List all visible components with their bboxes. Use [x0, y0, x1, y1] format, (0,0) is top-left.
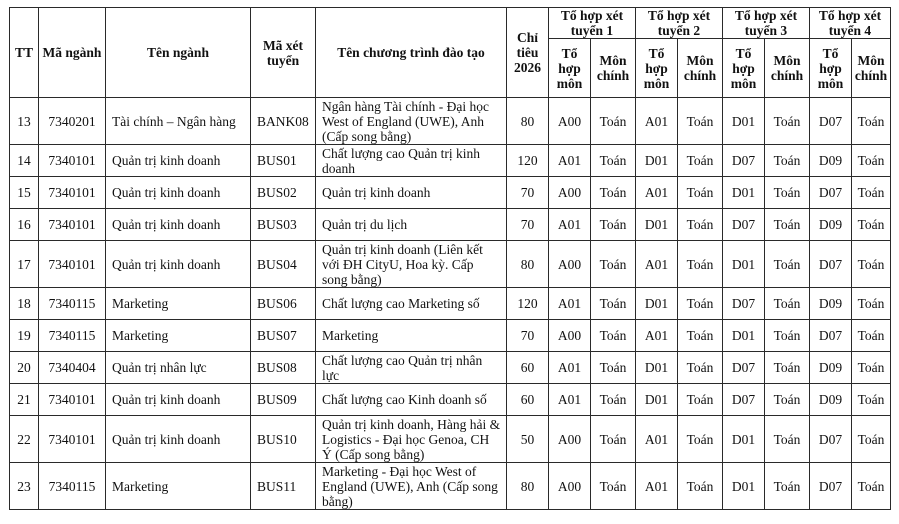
- row-chi-tieu: 60: [507, 384, 549, 416]
- row-mon-chinh-4: Toán: [852, 352, 891, 384]
- row-to-hop-4: D07: [810, 98, 852, 145]
- row-to-hop-2: A01: [636, 98, 678, 145]
- row-tt: 15: [10, 177, 39, 209]
- header-to-hop-mon: Tổ hợp môn: [636, 39, 678, 98]
- row-ten-nganh: Quản trị kinh doanh: [106, 209, 251, 241]
- row-to-hop-3: D01: [723, 177, 765, 209]
- row-mon-chinh-1: Toán: [591, 416, 636, 463]
- row-ma-xet-tuyen: BUS06: [251, 288, 316, 320]
- row-mon-chinh-3: Toán: [765, 177, 810, 209]
- row-mon-chinh-2: Toán: [678, 209, 723, 241]
- table-body: [10, 98, 891, 510]
- row-mon-chinh-1: Toán: [591, 352, 636, 384]
- row-to-hop-4: D07: [810, 320, 852, 352]
- row-to-hop-3: D07: [723, 384, 765, 416]
- table-row: [10, 288, 891, 320]
- row-mon-chinh-1: Toán: [591, 463, 636, 510]
- header-group-3: Tổ hợp xét tuyển 3: [723, 8, 810, 39]
- row-chuong-trinh: Ngân hàng Tài chính - Đại học West of England (UWE), Anh (Cấp song bằng): [316, 98, 507, 145]
- row-chi-tieu: 120: [507, 145, 549, 177]
- row-to-hop-1: A01: [549, 288, 591, 320]
- row-mon-chinh-2: Toán: [678, 288, 723, 320]
- row-mon-chinh-4: Toán: [852, 145, 891, 177]
- row-to-hop-3: D01: [723, 416, 765, 463]
- row-mon-chinh-2: Toán: [678, 241, 723, 288]
- table-row: [10, 209, 891, 241]
- row-ma-nganh: 7340101: [39, 145, 106, 177]
- row-mon-chinh-2: Toán: [678, 463, 723, 510]
- row-mon-chinh-2: Toán: [678, 177, 723, 209]
- row-ma-nganh: 7340101: [39, 209, 106, 241]
- row-ma-nganh: 7340101: [39, 177, 106, 209]
- header-mon-chinh: Môn chính: [765, 39, 810, 98]
- header-to-hop-mon: Tổ hợp môn: [723, 39, 765, 98]
- row-ten-nganh: Quản trị nhân lực: [106, 352, 251, 384]
- row-to-hop-3: D01: [723, 98, 765, 145]
- row-to-hop-1: A00: [549, 463, 591, 510]
- row-ma-nganh: 7340115: [39, 288, 106, 320]
- row-tt: 22: [10, 416, 39, 463]
- row-to-hop-1: A01: [549, 209, 591, 241]
- row-tt: 14: [10, 145, 39, 177]
- row-to-hop-1: A00: [549, 177, 591, 209]
- row-to-hop-4: D09: [810, 209, 852, 241]
- table-row: [10, 463, 891, 510]
- row-chi-tieu: 80: [507, 463, 549, 510]
- row-to-hop-3: D01: [723, 320, 765, 352]
- row-mon-chinh-2: Toán: [678, 320, 723, 352]
- row-chi-tieu: 120: [507, 288, 549, 320]
- row-ma-xet-tuyen: BUS09: [251, 384, 316, 416]
- row-to-hop-3: D01: [723, 241, 765, 288]
- row-to-hop-4: D07: [810, 463, 852, 510]
- row-mon-chinh-2: Toán: [678, 384, 723, 416]
- table-row: [10, 177, 891, 209]
- header-ma-xet-tuyen: Mã xét tuyển: [251, 8, 316, 98]
- row-mon-chinh-3: Toán: [765, 98, 810, 145]
- row-mon-chinh-4: Toán: [852, 98, 891, 145]
- row-ma-xet-tuyen: BANK08: [251, 98, 316, 145]
- row-ma-nganh: 7340115: [39, 320, 106, 352]
- row-ma-nganh: 7340101: [39, 241, 106, 288]
- row-to-hop-1: A00: [549, 98, 591, 145]
- row-ma-xet-tuyen: BUS01: [251, 145, 316, 177]
- row-mon-chinh-3: Toán: [765, 463, 810, 510]
- row-mon-chinh-4: Toán: [852, 288, 891, 320]
- row-to-hop-4: D07: [810, 241, 852, 288]
- row-mon-chinh-2: Toán: [678, 98, 723, 145]
- row-to-hop-1: A00: [549, 320, 591, 352]
- row-tt: 13: [10, 98, 39, 145]
- row-chi-tieu: 80: [507, 98, 549, 145]
- row-to-hop-2: A01: [636, 463, 678, 510]
- row-mon-chinh-1: Toán: [591, 384, 636, 416]
- row-tt: 23: [10, 463, 39, 510]
- row-to-hop-3: D07: [723, 352, 765, 384]
- row-to-hop-1: A00: [549, 416, 591, 463]
- row-mon-chinh-3: Toán: [765, 145, 810, 177]
- row-to-hop-1: A01: [549, 145, 591, 177]
- row-to-hop-2: A01: [636, 416, 678, 463]
- row-to-hop-4: D09: [810, 288, 852, 320]
- row-to-hop-4: D07: [810, 177, 852, 209]
- table-row: [10, 320, 891, 352]
- row-to-hop-4: D07: [810, 416, 852, 463]
- row-to-hop-2: D01: [636, 288, 678, 320]
- table-row: [10, 416, 891, 463]
- row-chuong-trinh: Chất lượng cao Marketing số: [316, 288, 507, 320]
- row-mon-chinh-1: Toán: [591, 145, 636, 177]
- row-tt: 18: [10, 288, 39, 320]
- header-mon-chinh: Môn chính: [591, 39, 636, 98]
- header-tt: TT: [10, 8, 39, 98]
- row-mon-chinh-3: Toán: [765, 416, 810, 463]
- row-mon-chinh-3: Toán: [765, 288, 810, 320]
- row-to-hop-2: D01: [636, 145, 678, 177]
- row-tt: 17: [10, 241, 39, 288]
- row-mon-chinh-2: Toán: [678, 352, 723, 384]
- row-mon-chinh-4: Toán: [852, 241, 891, 288]
- row-to-hop-2: D01: [636, 352, 678, 384]
- row-ma-xet-tuyen: BUS04: [251, 241, 316, 288]
- row-mon-chinh-4: Toán: [852, 463, 891, 510]
- row-mon-chinh-3: Toán: [765, 241, 810, 288]
- row-ten-nganh: Quản trị kinh doanh: [106, 145, 251, 177]
- row-chi-tieu: 60: [507, 352, 549, 384]
- row-mon-chinh-4: Toán: [852, 177, 891, 209]
- row-to-hop-4: D09: [810, 352, 852, 384]
- row-to-hop-1: A01: [549, 352, 591, 384]
- header-ma-nganh: Mã ngành: [39, 8, 106, 98]
- row-ma-xet-tuyen: BUS11: [251, 463, 316, 510]
- header-group-2: Tổ hợp xét tuyển 2: [636, 8, 723, 39]
- row-to-hop-4: D09: [810, 384, 852, 416]
- row-chuong-trinh: Marketing: [316, 320, 507, 352]
- row-ma-xet-tuyen: BUS10: [251, 416, 316, 463]
- row-to-hop-3: D01: [723, 463, 765, 510]
- row-to-hop-2: A01: [636, 177, 678, 209]
- row-chi-tieu: 80: [507, 241, 549, 288]
- row-chi-tieu: 50: [507, 416, 549, 463]
- row-mon-chinh-1: Toán: [591, 98, 636, 145]
- row-mon-chinh-2: Toán: [678, 145, 723, 177]
- row-mon-chinh-4: Toán: [852, 384, 891, 416]
- row-to-hop-1: A01: [549, 384, 591, 416]
- row-to-hop-1: A00: [549, 241, 591, 288]
- table-row: [10, 98, 891, 145]
- row-chi-tieu: 70: [507, 209, 549, 241]
- row-mon-chinh-4: Toán: [852, 416, 891, 463]
- row-ma-xet-tuyen: BUS08: [251, 352, 316, 384]
- table-row: [10, 352, 891, 384]
- row-chuong-trinh: Quản trị kinh doanh: [316, 177, 507, 209]
- row-ten-nganh: Quản trị kinh doanh: [106, 384, 251, 416]
- row-tt: 20: [10, 352, 39, 384]
- row-to-hop-4: D09: [810, 145, 852, 177]
- header-ten-nganh: Tên ngành: [106, 8, 251, 98]
- row-ten-nganh: Quản trị kinh doanh: [106, 177, 251, 209]
- header-group-4: Tổ hợp xét tuyển 4: [810, 8, 891, 39]
- row-chi-tieu: 70: [507, 320, 549, 352]
- row-chuong-trinh: Marketing - Đại học West of England (UWE), Anh (Cấp song bằng): [316, 463, 507, 510]
- row-chuong-trinh: Quản trị kinh doanh (Liên kết với ĐH CityU, Hoa kỳ. Cấp song bằng): [316, 241, 507, 288]
- row-mon-chinh-1: Toán: [591, 209, 636, 241]
- row-to-hop-3: D07: [723, 145, 765, 177]
- row-ten-nganh: Tài chính – Ngân hàng: [106, 98, 251, 145]
- row-chuong-trinh: Quản trị du lịch: [316, 209, 507, 241]
- header-to-hop-mon: Tổ hợp môn: [810, 39, 852, 98]
- row-chuong-trinh: Chất lượng cao Kinh doanh số: [316, 384, 507, 416]
- row-mon-chinh-3: Toán: [765, 209, 810, 241]
- row-to-hop-3: D07: [723, 209, 765, 241]
- admission-table: [9, 7, 891, 510]
- table-row: [10, 384, 891, 416]
- row-ten-nganh: Marketing: [106, 288, 251, 320]
- header-ten-chuong-trinh: Tên chương trình đào tạo: [316, 8, 507, 98]
- table-row: [10, 145, 891, 177]
- row-to-hop-2: D01: [636, 384, 678, 416]
- row-to-hop-3: D07: [723, 288, 765, 320]
- row-ma-xet-tuyen: BUS07: [251, 320, 316, 352]
- row-mon-chinh-4: Toán: [852, 320, 891, 352]
- row-ten-nganh: Quản trị kinh doanh: [106, 416, 251, 463]
- row-to-hop-2: D01: [636, 209, 678, 241]
- row-ma-nganh: 7340101: [39, 384, 106, 416]
- row-chuong-trinh: Chất lượng cao Quản trị nhân lực: [316, 352, 507, 384]
- admission-table-container: [9, 7, 891, 510]
- header-to-hop-mon: Tổ hợp môn: [549, 39, 591, 98]
- row-mon-chinh-1: Toán: [591, 177, 636, 209]
- row-ma-xet-tuyen: BUS02: [251, 177, 316, 209]
- header-mon-chinh: Môn chính: [852, 39, 891, 98]
- row-ma-nganh: 7340115: [39, 463, 106, 510]
- row-mon-chinh-1: Toán: [591, 288, 636, 320]
- header-group-1: Tổ hợp xét tuyển 1: [549, 8, 636, 39]
- row-mon-chinh-3: Toán: [765, 384, 810, 416]
- row-chuong-trinh: Quản trị kinh doanh, Hàng hải & Logistics - Đại học Genoa, CH Ý (Cấp song bằng): [316, 416, 507, 463]
- table-row: [10, 241, 891, 288]
- row-chuong-trinh: Chất lượng cao Quản trị kinh doanh: [316, 145, 507, 177]
- table-header: [10, 8, 891, 98]
- row-ma-nganh: 7340201: [39, 98, 106, 145]
- row-mon-chinh-2: Toán: [678, 416, 723, 463]
- row-to-hop-2: A01: [636, 241, 678, 288]
- row-tt: 19: [10, 320, 39, 352]
- row-ten-nganh: Quản trị kinh doanh: [106, 241, 251, 288]
- row-ten-nganh: Marketing: [106, 463, 251, 510]
- row-mon-chinh-3: Toán: [765, 352, 810, 384]
- row-chi-tieu: 70: [507, 177, 549, 209]
- row-tt: 16: [10, 209, 39, 241]
- row-ma-nganh: 7340404: [39, 352, 106, 384]
- header-mon-chinh: Môn chính: [678, 39, 723, 98]
- row-mon-chinh-4: Toán: [852, 209, 891, 241]
- row-mon-chinh-1: Toán: [591, 241, 636, 288]
- header-chi-tieu: Chỉ tiêu 2026: [507, 8, 549, 98]
- row-to-hop-2: A01: [636, 320, 678, 352]
- row-ten-nganh: Marketing: [106, 320, 251, 352]
- row-mon-chinh-1: Toán: [591, 320, 636, 352]
- row-ma-xet-tuyen: BUS03: [251, 209, 316, 241]
- row-mon-chinh-3: Toán: [765, 320, 810, 352]
- row-ma-nganh: 7340101: [39, 416, 106, 463]
- row-tt: 21: [10, 384, 39, 416]
